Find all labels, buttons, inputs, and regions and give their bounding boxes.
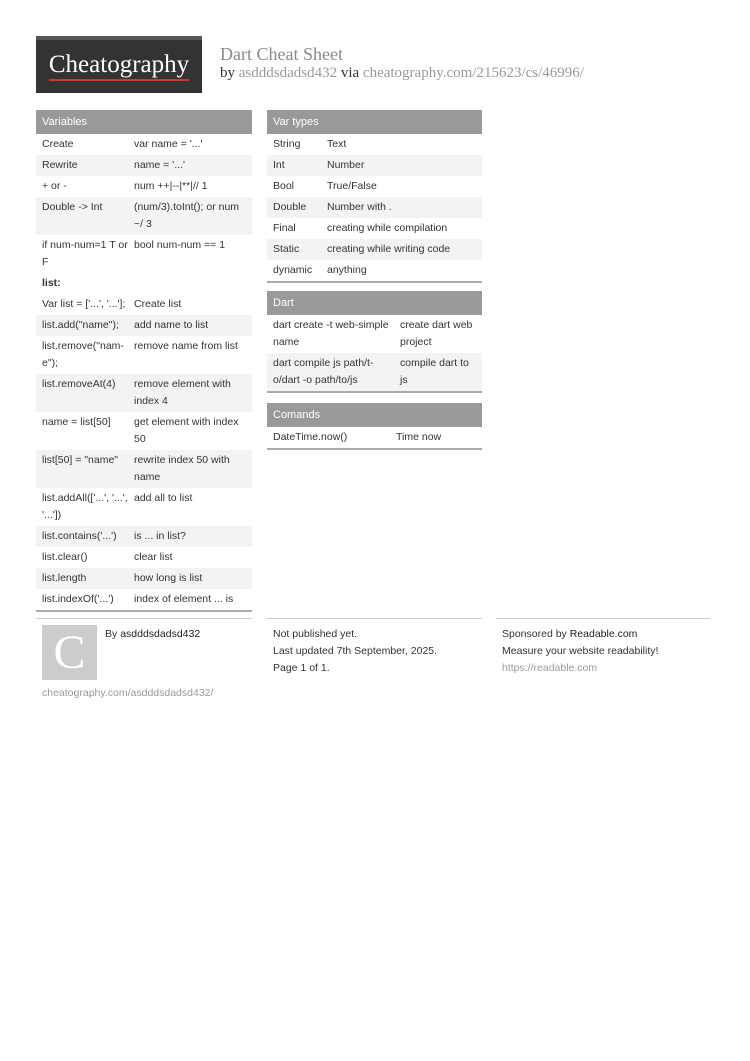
page-indicator xyxy=(273,660,330,677)
row-description: Number with . xyxy=(327,201,392,213)
row-description: how long is list xyxy=(134,572,203,584)
row-description: rewrite index 50 with name xyxy=(134,454,230,483)
footer-divider xyxy=(496,618,710,619)
page-title: Dart Cheat Sheet xyxy=(220,44,343,64)
row-description: True/False xyxy=(327,180,377,192)
row-description: bool num-num == 1 xyxy=(134,239,226,251)
row-term: list.length xyxy=(42,572,87,584)
section-header: Var types xyxy=(267,110,482,134)
row-term: + or - xyxy=(42,180,67,192)
byline xyxy=(220,65,584,82)
by-word: by xyxy=(220,65,235,81)
page-number: 1 xyxy=(300,662,307,674)
list-subheading: list: xyxy=(42,277,61,289)
dart-section xyxy=(267,291,482,393)
table-row xyxy=(36,134,252,155)
row-term: Bool xyxy=(273,180,295,192)
comands-section xyxy=(267,403,482,450)
row-term: dart create -t web-simple name xyxy=(273,319,389,348)
row-description: (num/3).toInt(); or num ~/ 3 xyxy=(134,201,240,230)
section-header: Dart xyxy=(267,291,482,315)
row-description: add all to list xyxy=(134,492,193,504)
var-types-section xyxy=(267,110,482,283)
table-row xyxy=(36,336,252,374)
sheet-url-link[interactable]: cheatography.com/215623/cs/46996/ xyxy=(362,65,584,81)
table-row xyxy=(36,315,252,336)
section-header: Variables xyxy=(36,110,252,134)
table-row xyxy=(36,155,252,176)
table-row xyxy=(267,315,482,353)
row-description: name = '...' xyxy=(134,159,185,171)
row-term: if num-num=1 T or F xyxy=(42,239,128,268)
row-description: creating while writing code xyxy=(327,243,451,255)
avatar[interactable]: C xyxy=(42,625,97,680)
row-term: dynamic xyxy=(273,264,313,276)
row-description: num ++|--|**|// 1 xyxy=(134,180,208,192)
sponsor-prefix: Sponsored by xyxy=(502,628,567,640)
table-row xyxy=(267,197,482,218)
page-prefix: Page xyxy=(273,662,298,674)
row-description: remove name from list xyxy=(134,340,238,352)
table-row xyxy=(267,218,482,239)
row-term: list.clear() xyxy=(42,551,88,563)
row-description: get element with index 50 xyxy=(134,416,239,445)
row-term: list.remove("nam-e"); xyxy=(42,340,124,369)
row-description: var name = '...' xyxy=(134,138,203,150)
row-term: list.indexOf('...') xyxy=(42,593,114,605)
row-description: add name to list xyxy=(134,319,209,331)
row-term: Create xyxy=(42,138,74,150)
row-term: DateTime.now() xyxy=(273,431,348,443)
row-description: Time now xyxy=(396,431,442,443)
footer-divider xyxy=(267,618,482,619)
row-description: create dart web project xyxy=(400,319,473,348)
row-description: compile dart to js xyxy=(400,357,469,386)
via-word: via xyxy=(340,65,360,81)
table-row xyxy=(36,176,252,197)
table-row xyxy=(267,176,482,197)
row-term: String xyxy=(273,138,301,150)
row-term: dart compile js path/t-o/dart -o path/to/js xyxy=(273,357,374,386)
row-term: Int xyxy=(273,159,285,171)
row-term: Rewrite xyxy=(42,159,78,171)
table-row xyxy=(36,197,252,235)
footer-author-url[interactable]: cheatography.com/asdddsdadsd432/ xyxy=(42,687,214,699)
section-header: Comands xyxy=(267,403,482,427)
row-term: Double xyxy=(273,201,307,213)
row-description: Number xyxy=(327,159,365,171)
table-row xyxy=(267,427,482,448)
footer-author-link[interactable]: asdddsdadsd432 xyxy=(120,628,201,640)
row-term: Static xyxy=(273,243,300,255)
row-description: anything xyxy=(327,264,367,276)
row-term: list.contains('...') xyxy=(42,530,117,542)
row-term: list.addAll(['...', '...', '...']) xyxy=(42,492,128,521)
row-term: list.removeAt(4) xyxy=(42,378,116,390)
table-row xyxy=(267,260,482,281)
table-row xyxy=(267,134,482,155)
table-row xyxy=(36,374,252,412)
author-link[interactable]: asdddsdadsd432 xyxy=(238,65,338,81)
row-term: name = list[50] xyxy=(42,416,111,428)
row-description: index of element ... is xyxy=(134,593,234,605)
last-updated: Last updated 7th September, 2025. xyxy=(273,645,438,657)
table-row xyxy=(267,155,482,176)
table-row xyxy=(36,526,252,547)
table-row xyxy=(36,450,252,488)
row-description: remove element with index 4 xyxy=(134,378,231,407)
table-row xyxy=(267,239,482,260)
published-status: Not published yet. xyxy=(273,628,358,640)
logo-text: Cheatography xyxy=(49,52,189,81)
sponsor-tagline: Measure your website readability! xyxy=(502,645,659,657)
row-description: creating while compilation xyxy=(327,222,448,234)
table-row xyxy=(267,353,482,391)
table-row xyxy=(36,294,252,315)
row-term: Double -> Int xyxy=(42,201,103,213)
page-total: 1. xyxy=(320,662,330,674)
footer-by-word: By xyxy=(105,628,118,640)
row-description: Text xyxy=(327,138,347,150)
table-row xyxy=(36,589,252,610)
variables-section xyxy=(36,110,252,612)
sponsor-line xyxy=(502,626,637,643)
footer-author xyxy=(105,626,200,643)
row-term: list[50] = "name" xyxy=(42,454,119,466)
row-term: list.add("name"); xyxy=(42,319,119,331)
table-row xyxy=(36,488,252,526)
row-description: is ... in list? xyxy=(134,530,186,542)
row-description: Create list xyxy=(134,298,182,310)
page-of: of xyxy=(309,662,318,674)
cheatography-logo[interactable] xyxy=(36,36,202,93)
row-description: clear list xyxy=(134,551,173,563)
row-term: Var list = ['...', '...']; xyxy=(42,298,126,310)
table-row xyxy=(36,547,252,568)
row-term: Final xyxy=(273,222,296,234)
footer-divider xyxy=(36,618,252,619)
table-row xyxy=(36,235,252,273)
table-row xyxy=(36,568,252,589)
sponsor-url[interactable]: https://readable.com xyxy=(502,662,598,674)
table-row xyxy=(36,412,252,450)
sponsor-link[interactable]: Readable.com xyxy=(569,628,638,640)
